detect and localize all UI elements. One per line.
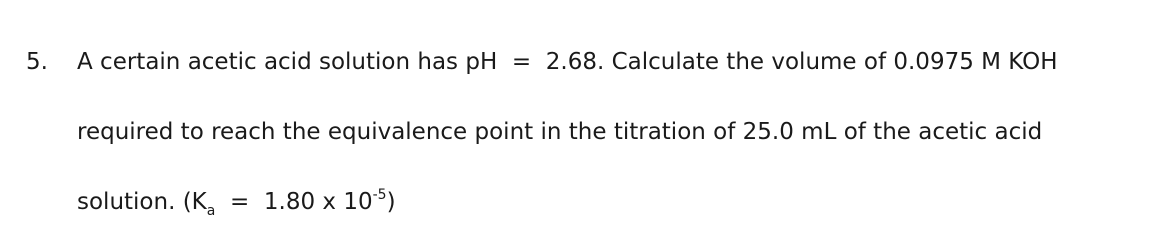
question-line-2: required to reach the equivalence point in the titration of 25.0 mL of the acetic acid [77, 119, 1043, 145]
line-3-prefix: solution. (K [77, 189, 207, 215]
question-line-3 [77, 184, 396, 223]
ka-value: = 1.80 x 10 [215, 189, 373, 215]
exponent-superscript: -5 [372, 187, 387, 203]
question-block [26, 0, 1156, 234]
line-3-suffix: ) [386, 189, 396, 215]
question-number: 5. [26, 49, 48, 75]
ka-subscript: a [206, 203, 216, 219]
question-line-1: A certain acetic acid solution has pH = 2.68. Calculate the volume of 0.0975 M KOH [77, 49, 1058, 75]
